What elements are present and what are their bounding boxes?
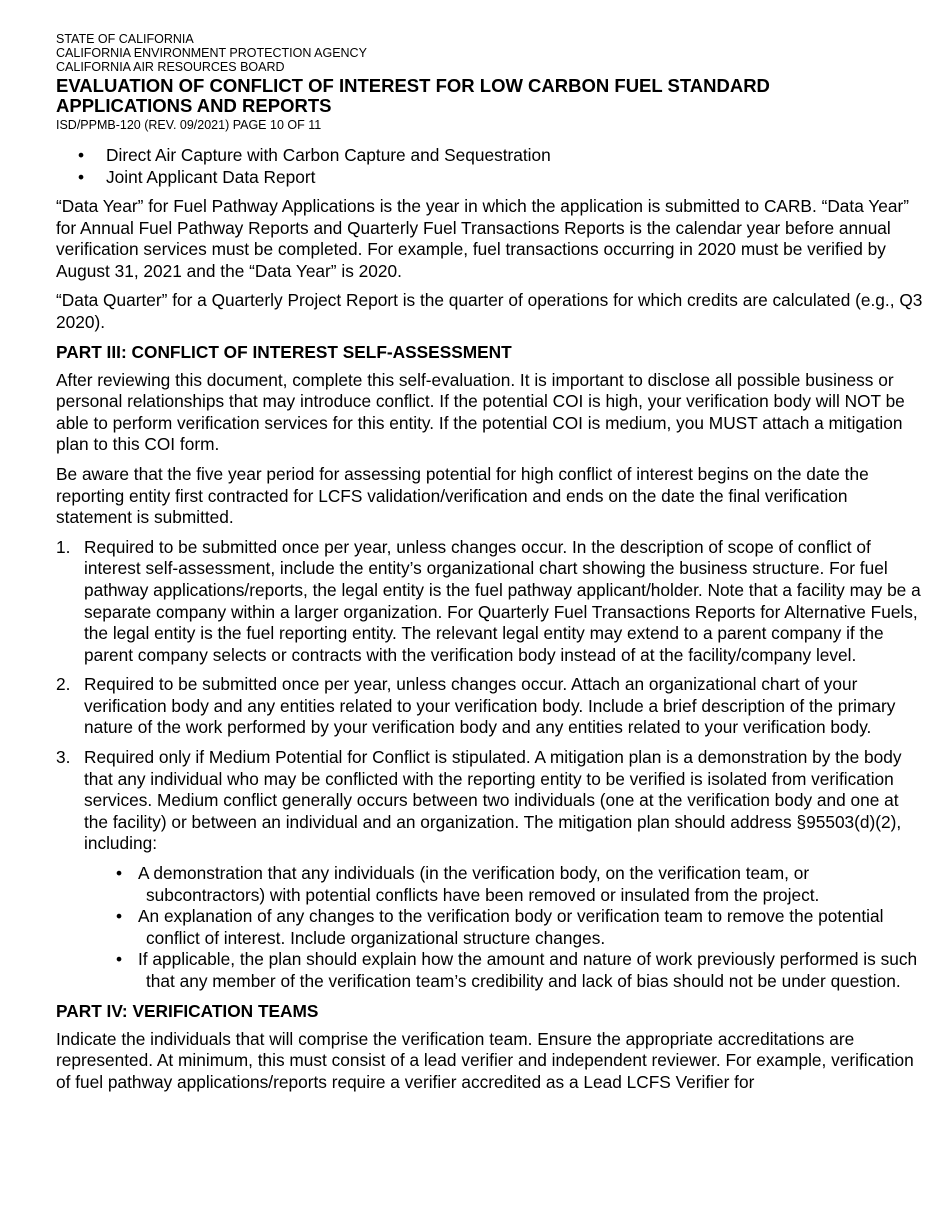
numbered-item-3	[56, 747, 926, 993]
numbered-item-1	[56, 537, 926, 667]
item-number: 3.	[56, 747, 71, 768]
document-title	[56, 76, 926, 116]
agency-line-carb: CALIFORNIA AIR RESOURCES BOARD	[56, 60, 285, 74]
form-id: ISD/PPMB-120 (REV. 09/2021) PAGE 10 OF 11	[56, 118, 322, 132]
list-item: • A demonstration that any individuals (in the verification body, on the verification team, or subcontractors) with potential conflicts have been removed or insulated from the project.	[84, 863, 926, 906]
list-item: • An explanation of any changes to the verification body or verification team to remove the potential conflict of interest. Include organizational structure changes.	[84, 906, 926, 949]
item-text: Required to be submitted once per year, unless changes occur. In the description of scope of conflict of interest self-assessment, include the entity’s organizational chart showing the business structure. For fuel pathway applications/reports, the legal entity is the fuel pathway applicant/holder. Note that a facility may be a separate company within a larger organization. For Quarterly Fuel Transactions Reports for Alternative Fuels, the legal entity is the fuel reporting entity. The relevant legal entity may extend to a parent company if the parent company selects or contracts with the verification body instead of at the facility/company level.	[84, 536, 921, 665]
list-item: • Joint Applicant Data Report	[56, 166, 926, 188]
list-item: • If applicable, the plan should explain how the amount and nature of work previously performed is such that any member of the verification team’s credibility and lack of bias should not be under question.	[84, 949, 926, 992]
document-header	[56, 32, 926, 132]
mitigation-bullet-list	[84, 863, 926, 993]
document-page	[56, 32, 926, 1101]
item-text: Required only if Medium Potential for Conflict is stipulated. A mitigation plan is a demonstration by the body that any individual who may be conflicted with the reporting entity to be verified is isolated from verification services. Medium conflict generally occurs between two individuals (one at the verification body and one at the facility) or between an individual and an organization. The mitigation plan should address §95503(d)(2), including:	[84, 747, 902, 854]
data-quarter-paragraph: “Data Quarter” for a Quarterly Project Report is the quarter of operations for which credits are calculated (e.g., Q3 2020).	[56, 290, 923, 332]
part4-heading: PART IV: VERIFICATION TEAMS	[56, 1000, 319, 1021]
part3-paragraph-1: After reviewing this document, complete this self-evaluation. It is important to disclose all possible business or personal relationships that may introduce conflict. If the potential COI is high, your verification body will NOT be able to perform verification services for this entity. If the potential COI is medium, you MUST attach a mitigation plan to this COI form.	[56, 369, 905, 455]
list-item: • Direct Air Capture with Carbon Capture and Sequestration	[56, 144, 926, 166]
agency-line-state: STATE OF CALIFORNIA	[56, 32, 194, 46]
item-number: 1.	[56, 536, 71, 557]
agency-line-epa: CALIFORNIA ENVIRONMENT PROTECTION AGENCY	[56, 46, 367, 60]
document-title-line1: EVALUATION OF CONFLICT OF INTEREST FOR LOW CARBON FUEL STANDARD	[56, 75, 770, 96]
numbered-item-2	[56, 674, 926, 739]
data-year-paragraph: “Data Year” for Fuel Pathway Applications is the year in which the application is submitted to CARB. “Data Year” for Annual Fuel Pathway Reports and Quarterly Fuel Transactions Reports is the calendar year before annual verification services must be completed. For example, fuel transactions occurring in 2020 must be verified by August 31, 2021 and the “Data Year” is 2020.	[56, 196, 909, 281]
part4-paragraph-1: Indicate the individuals that will comprise the verification team. Ensure the appropriate accreditations are represented. At minimum, this must consist of a lead verifier and independent reviewer. For example, verification of fuel pathway applications/reports require a verifier accredited as a Lead LCFS Verifier for	[56, 1028, 914, 1092]
item-number: 2.	[56, 674, 71, 695]
part3-heading: PART III: CONFLICT OF INTEREST SELF-ASSESSMENT	[56, 341, 512, 362]
part3-paragraph-2: Be aware that the five year period for assessing potential for high conflict of interest begins on the date the reporting entity first contracted for LCFS validation/verification and ends on the date the final verification statement is submitted.	[56, 463, 869, 528]
item-text: Required to be submitted once per year, unless changes occur. Attach an organizational chart of your verification body and any entities related to your verification body. Include a brief description of the primary nature of the work performed by your verification body and any entities related to your verification body.	[84, 674, 896, 738]
document-title-line2: APPLICATIONS AND REPORTS	[56, 95, 332, 116]
part3-numbered-list	[56, 537, 926, 993]
intro-bullet-list	[56, 144, 926, 188]
